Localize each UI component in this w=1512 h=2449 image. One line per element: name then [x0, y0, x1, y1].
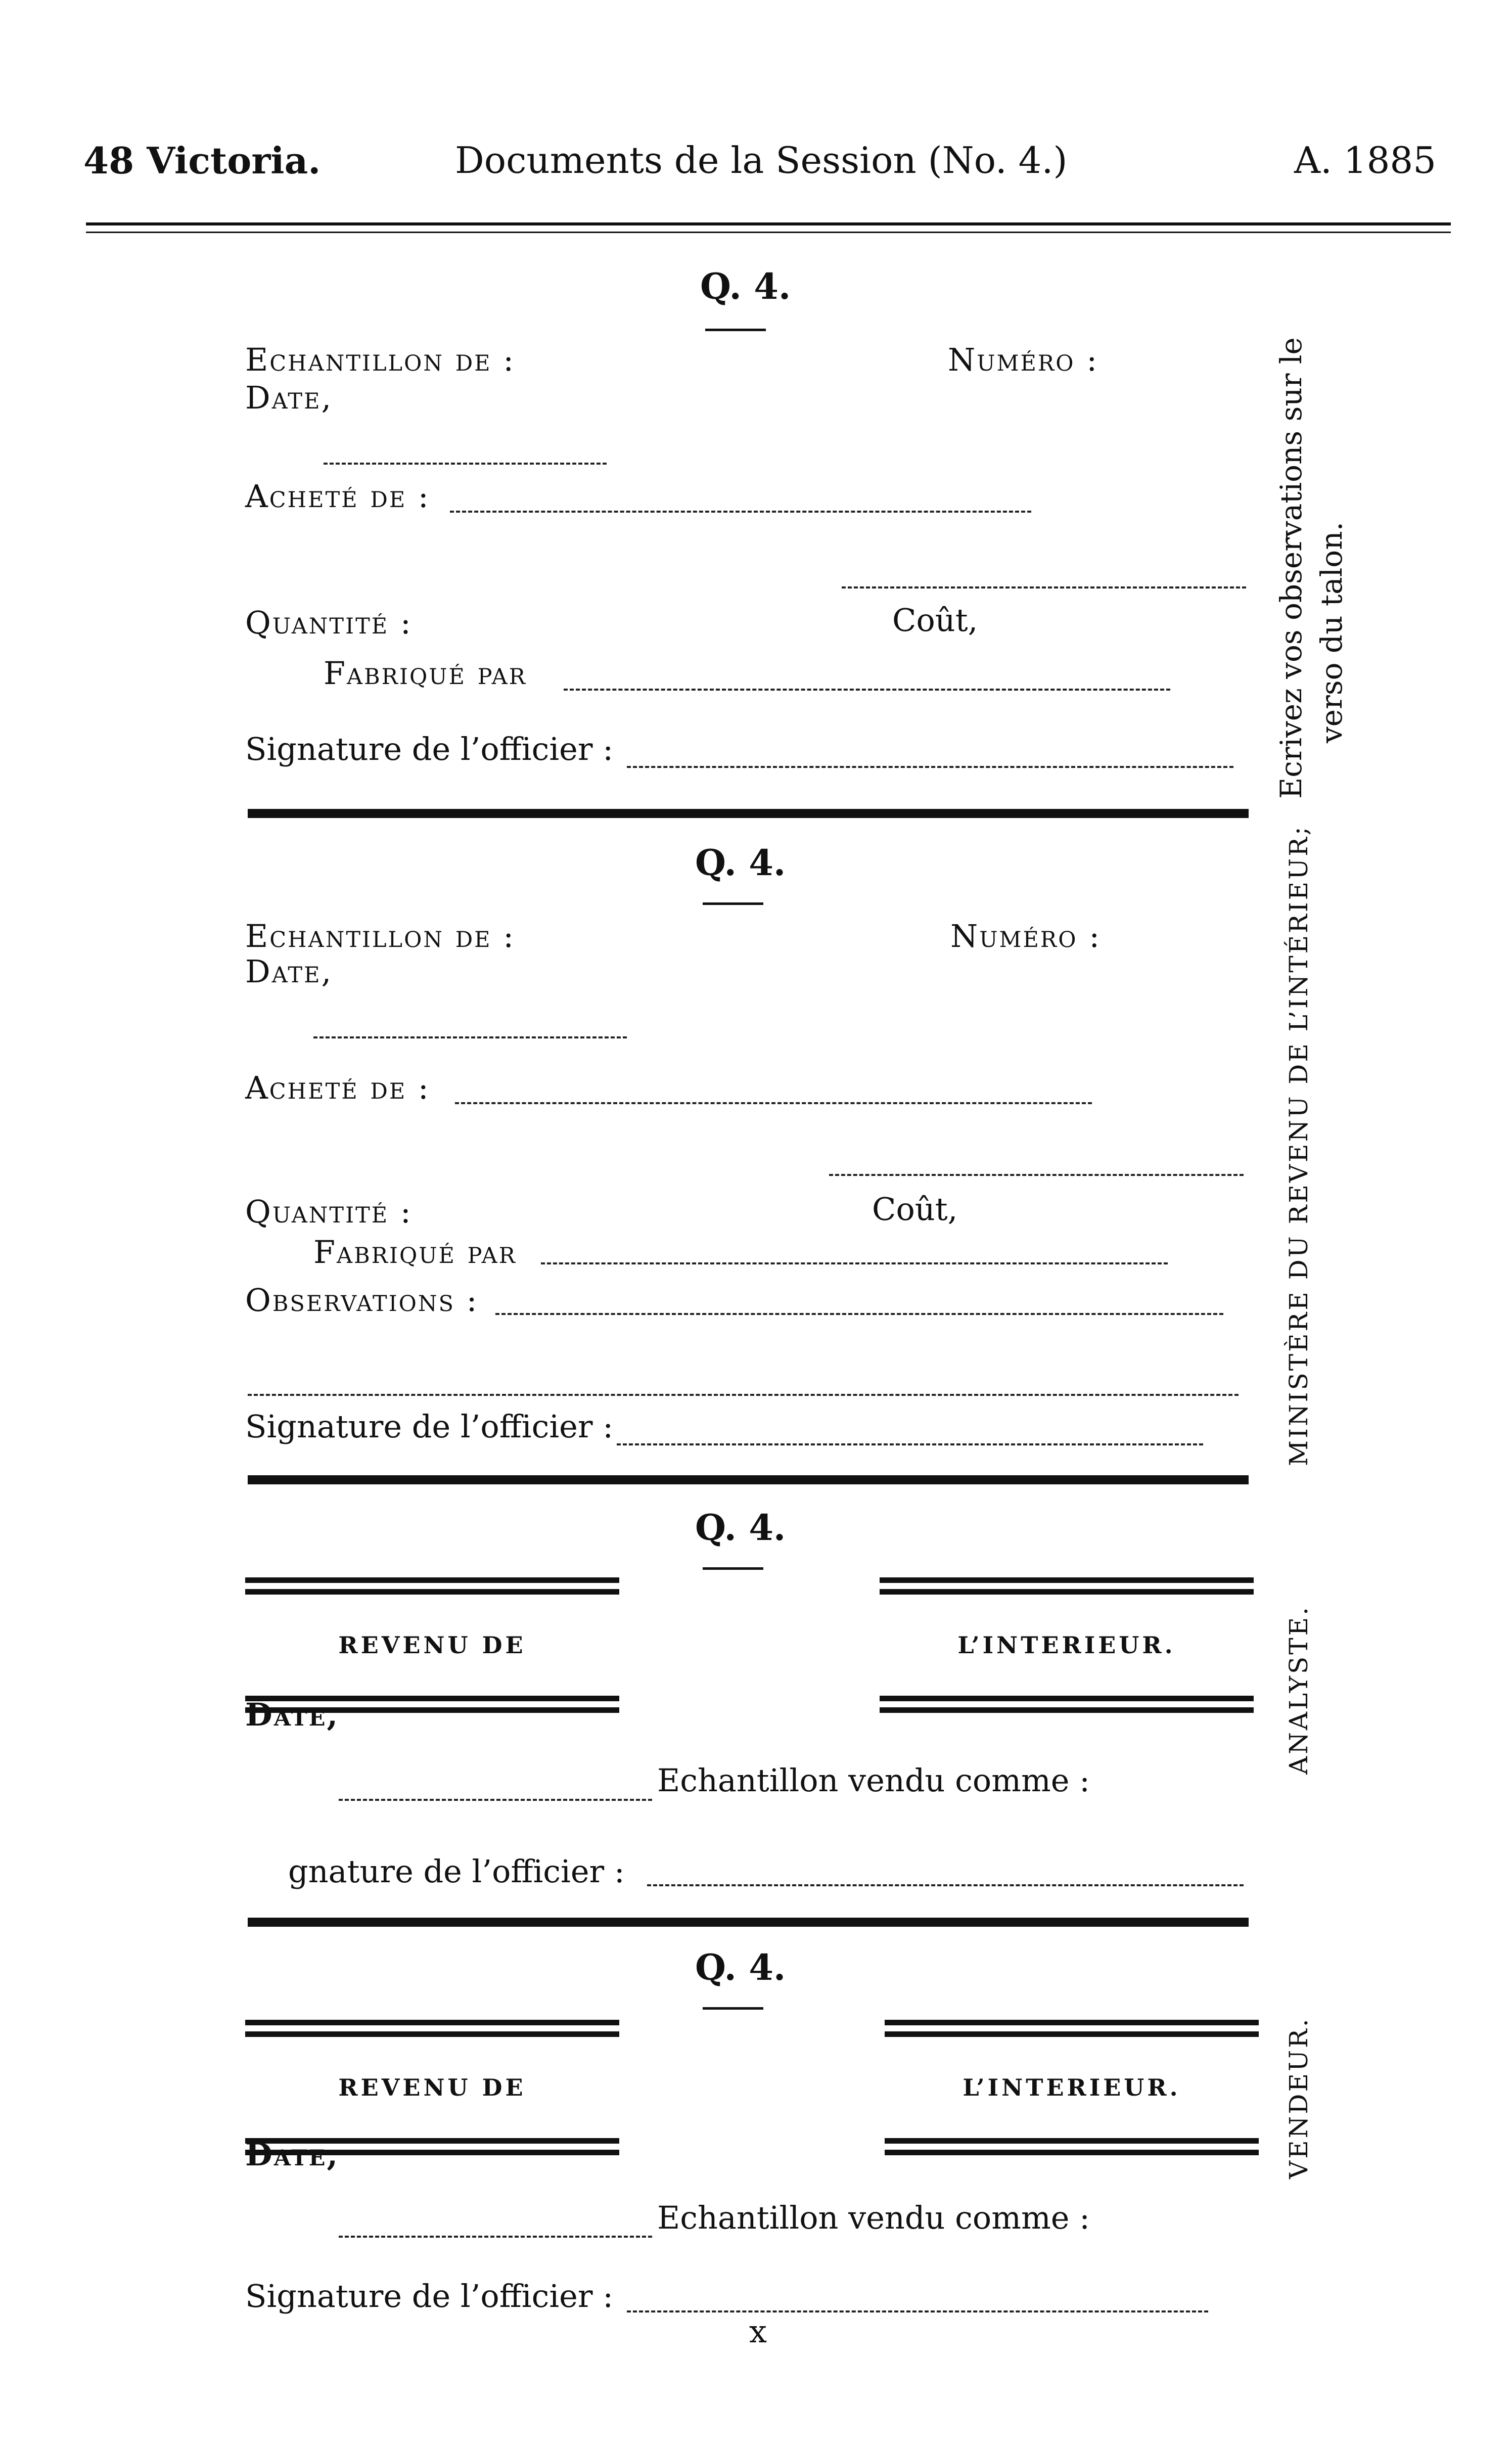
- form1-achete-line[interactable]: [450, 511, 1031, 513]
- form1-separator: [248, 809, 1249, 818]
- form3-stamp-right-text: L’INTERIEUR.: [947, 1631, 1185, 1659]
- form1-echantillon-label: Echantillon de :: [245, 341, 516, 378]
- form2-achete-label: Acheté de :: [245, 1069, 430, 1106]
- form4-date-line[interactable]: [339, 2236, 652, 2238]
- form2-cout-line[interactable]: [829, 1174, 1244, 1176]
- form1-signature-line[interactable]: [627, 766, 1233, 768]
- form1-fabrique-line[interactable]: [564, 689, 1170, 691]
- form3-stamp-left: [245, 1577, 619, 1713]
- form3-stamp-right: [880, 1577, 1254, 1713]
- form3-code-underline: [703, 1567, 763, 1570]
- form4-signature-line[interactable]: [627, 2310, 1208, 2312]
- form3-separator: [248, 1918, 1249, 1927]
- form2-date-label: Date,: [245, 953, 333, 990]
- header-title: Documents de la Session (No. 4.): [455, 139, 1068, 182]
- form3-vendu-label: Echantillon vendu comme :: [657, 1762, 1090, 1799]
- form4-date-label: Date,: [245, 2136, 340, 2173]
- form1-achete-label: Acheté de :: [245, 478, 430, 515]
- form2-signature-label: Signature de l’officier :: [245, 1408, 614, 1445]
- form1-code-underline: [705, 329, 766, 331]
- form2-code: Q. 4.: [695, 842, 786, 884]
- header-volume: 48 Victoria.: [83, 139, 321, 182]
- footer-mark: x: [749, 2313, 767, 2350]
- form1-cout-label: Coût,: [892, 602, 978, 639]
- form2-quantite-label: Quantité :: [245, 1193, 413, 1230]
- side-vendeur: VENDEUR.: [1284, 2017, 1313, 2179]
- form1-fabrique-label: Fabriqué par: [324, 655, 527, 692]
- form4-stamp-left-text: REVENU DE: [328, 2074, 536, 2101]
- form4-code-underline: [703, 2007, 763, 2010]
- side-ministere: MINISTÈRE DU REVENU DE L’INTÉRIEUR;: [1284, 825, 1313, 1466]
- form4-stamp-right: [885, 2020, 1259, 2155]
- form1-numero-label: Numéro :: [948, 341, 1099, 378]
- form3-code: Q. 4.: [695, 1507, 786, 1549]
- side-note-line2: verso du talon.: [1314, 521, 1349, 743]
- header-rule-2: [86, 232, 1451, 233]
- side-analyste: ANALYSTE.: [1284, 1605, 1313, 1775]
- form2-separator: [248, 1475, 1249, 1484]
- form2-echantillon-label: Echantillon de :: [245, 918, 516, 955]
- form3-date-label: Date,: [245, 1696, 340, 1733]
- form1-cout-line[interactable]: [842, 586, 1246, 588]
- form2-fabrique-label: Fabriqué par: [313, 1234, 517, 1271]
- header-rule: [86, 222, 1451, 225]
- form4-stamp-right-text: L’INTERIEUR.: [952, 2074, 1190, 2101]
- form2-observations-label: Observations :: [245, 1282, 479, 1319]
- form2-code-underline: [703, 902, 763, 905]
- form2-fabrique-line[interactable]: [541, 1262, 1168, 1264]
- form4-vendu-label: Echantillon vendu comme :: [657, 2199, 1090, 2236]
- form2-date-line[interactable]: [313, 1036, 627, 1038]
- form2-cout-label: Coût,: [872, 1191, 958, 1228]
- form3-signature-label: gnature de l’officier :: [288, 1853, 625, 1890]
- form3-stamp-left-text: REVENU DE: [328, 1631, 536, 1659]
- form3-signature-line[interactable]: [647, 1884, 1244, 1886]
- form4-signature-label: Signature de l’officier :: [245, 2278, 614, 2315]
- form1-date-line[interactable]: [324, 463, 607, 465]
- form2-numero-label: Numéro :: [950, 918, 1102, 955]
- form2-observations-line[interactable]: [495, 1313, 1223, 1315]
- header-year: A. 1885: [1294, 139, 1437, 182]
- form1-signature-label: Signature de l’officier :: [245, 731, 614, 767]
- form1-code: Q. 4.: [700, 265, 791, 307]
- form1-quantite-label: Quantité :: [245, 604, 413, 641]
- form2-observations-line-2[interactable]: [248, 1394, 1239, 1396]
- form2-signature-line[interactable]: [617, 1443, 1203, 1445]
- form2-achete-line[interactable]: [455, 1102, 1092, 1104]
- side-note-line1: Ecrivez vos observations sur le: [1274, 337, 1308, 799]
- form4-code: Q. 4.: [695, 1946, 786, 1988]
- form4-stamp-left: [245, 2020, 619, 2155]
- form1-date-label: Date,: [245, 379, 333, 416]
- form3-date-line[interactable]: [339, 1799, 652, 1801]
